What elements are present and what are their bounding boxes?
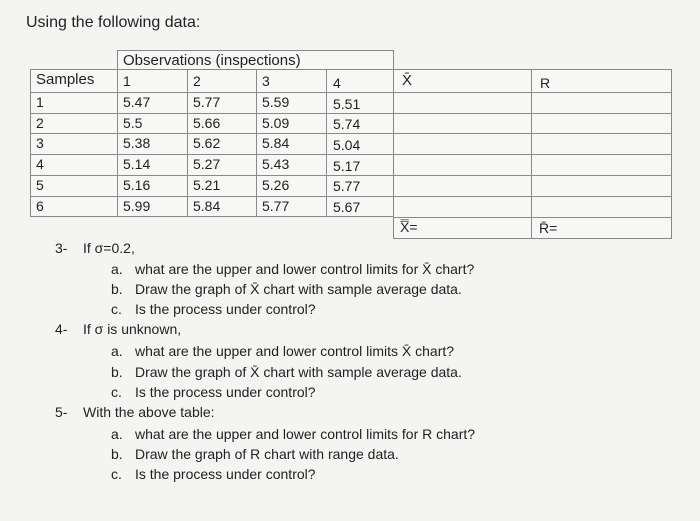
item-text: Is the process under control? — [135, 466, 316, 482]
obs-header-1: 1 — [123, 73, 131, 89]
sample-label: 3 — [36, 135, 44, 151]
item-text: Is the process under control? — [135, 384, 316, 400]
intro-text: Using the following data: — [26, 14, 201, 31]
obs-value: 5.59 — [262, 94, 290, 110]
obs-value: 5.84 — [262, 135, 290, 151]
obs-value: 5.47 — [123, 94, 151, 110]
question-3a — [111, 261, 474, 277]
obs-value: 5.77 — [193, 94, 221, 110]
item-text: Draw the graph of R chart with range data. — [135, 446, 399, 462]
obs-value: 5.14 — [123, 156, 151, 172]
question-5 — [55, 404, 215, 420]
item-text: Draw the graph of X̄ chart with sample average data. — [135, 364, 462, 380]
item-text: what are the upper and lower control limits X̄ chart? — [135, 343, 455, 359]
item-letter: c. — [111, 384, 122, 400]
samples-header: Samples — [36, 71, 95, 88]
sample-label: 4 — [36, 156, 44, 172]
question-5b — [111, 446, 399, 462]
question-number: 3- — [55, 240, 68, 256]
item-letter: a. — [111, 261, 123, 277]
sample-label: 6 — [36, 198, 44, 214]
obs-value: 5.99 — [123, 198, 151, 214]
obs-value: 5.17 — [333, 158, 361, 174]
item-letter: b. — [111, 446, 123, 462]
question-text: If σ=0.2, — [83, 240, 135, 256]
question-3c — [111, 301, 316, 317]
obs-value: 5.66 — [193, 115, 221, 131]
obs-value: 5.77 — [333, 178, 361, 194]
question-5c — [111, 466, 316, 482]
obs-value: 5.5 — [123, 115, 143, 131]
grand-mean-label: X̿= — [400, 219, 418, 235]
obs-value: 5.38 — [123, 135, 151, 151]
mean-range-label: R̄= — [539, 220, 558, 236]
obs-value: 5.26 — [262, 177, 290, 193]
obs-value: 5.43 — [262, 156, 290, 172]
sample-label: 5 — [36, 177, 44, 193]
group-header: Observations (inspections) — [123, 52, 301, 69]
item-letter: a. — [111, 343, 123, 359]
item-text: Draw the graph of X̄ chart with sample average data. — [135, 281, 462, 297]
obs-value: 5.27 — [193, 156, 221, 172]
question-text: With the above table: — [83, 404, 215, 420]
obs-value: 5.62 — [193, 135, 221, 151]
xbar-header: X̄ — [402, 72, 413, 89]
question-4b — [111, 364, 462, 380]
obs-value: 5.09 — [262, 115, 290, 131]
item-text: Is the process under control? — [135, 301, 316, 317]
item-letter: c. — [111, 301, 122, 317]
question-4 — [55, 321, 181, 337]
item-text: what are the upper and lower control limits for X̄ chart? — [135, 261, 475, 277]
question-3b — [111, 281, 462, 297]
obs-header-3: 3 — [262, 73, 270, 89]
sample-label: 2 — [36, 115, 44, 131]
obs-value: 5.51 — [333, 96, 361, 112]
obs-value: 5.84 — [193, 198, 221, 214]
obs-value: 5.74 — [333, 116, 361, 132]
row-sep-6 — [393, 217, 672, 218]
question-5a — [111, 426, 475, 442]
obs-value: 5.77 — [262, 198, 290, 214]
sample-label: 1 — [36, 94, 44, 110]
obs-header-4: 4 — [333, 75, 341, 91]
obs-value: 5.04 — [333, 137, 361, 153]
item-letter: b. — [111, 281, 123, 297]
question-4a — [111, 343, 454, 359]
item-letter: a. — [111, 426, 123, 442]
question-4c — [111, 384, 316, 400]
item-letter: b. — [111, 364, 123, 380]
question-3 — [55, 240, 135, 256]
question-number: 4- — [55, 321, 68, 337]
question-text: If σ is unknown, — [83, 321, 182, 337]
obs-header-2: 2 — [193, 73, 201, 89]
question-number: 5- — [55, 404, 68, 420]
r-header: R — [540, 75, 551, 91]
obs-value: 5.67 — [333, 199, 361, 215]
item-letter: c. — [111, 466, 122, 482]
item-text: what are the upper and lower control limits for R chart? — [135, 426, 476, 442]
obs-value: 5.16 — [123, 177, 151, 193]
obs-value: 5.21 — [193, 177, 221, 193]
